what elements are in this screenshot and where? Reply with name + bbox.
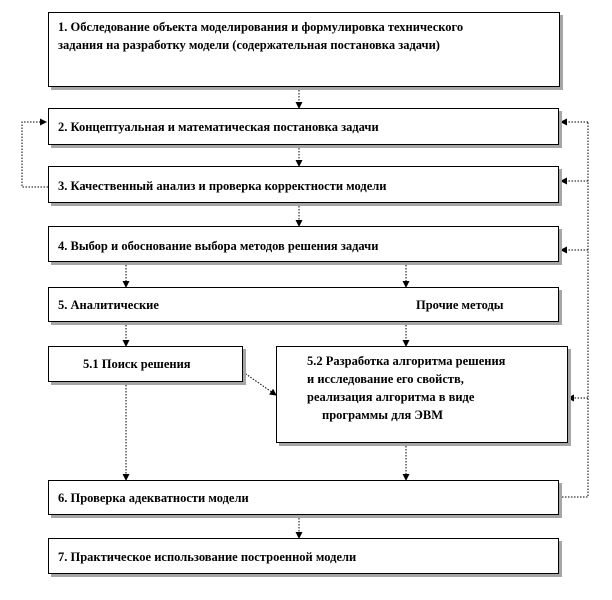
step-1-box <box>48 12 560 87</box>
step-7-box <box>48 538 559 574</box>
arrow-51-to-52 <box>243 372 276 395</box>
step-2-label: 2. Концептуальная и математическая постановка задачи <box>58 120 379 134</box>
step-5-1-label: 5.1 Поиск решения <box>83 357 191 371</box>
step-5-1-box <box>48 346 243 382</box>
step-4-label: 4. Выбор и обоснование выбора методов решения задачи <box>58 239 379 253</box>
step-7-label: 7. Практическое использование построенной модели <box>58 550 357 564</box>
step-3-box <box>48 166 559 203</box>
step-5-analytical-label: 5. Аналитические <box>58 298 159 312</box>
feedback-3-to-2 <box>22 122 48 187</box>
step-6-box <box>48 480 559 515</box>
step-6-label: 6. Проверка адекватности модели <box>58 491 249 505</box>
step-4-box <box>48 226 559 262</box>
step-3-label: 3. Качественный анализ и проверка корректности модели <box>58 179 387 193</box>
step-1-line-2: задания на разработку модели (содержательная постановка задачи) <box>58 38 440 52</box>
step-5-2-line-4: программы для ЭВМ <box>322 408 444 422</box>
step-5-other-methods-label: Прочие методы <box>416 298 504 312</box>
step-5-2-line-3: реализация алгоритма в виде <box>307 390 475 404</box>
step-2-box <box>48 108 559 145</box>
step-5-box <box>48 287 559 322</box>
step-1-line-1: 1. Обследование объекта моделирования и формулировка технического <box>58 20 464 34</box>
step-5-2-line-1: 5.2 Разработка алгоритма решения <box>307 354 506 368</box>
step-5-2-box <box>276 346 568 443</box>
step-5-2-line-2: и исследование его свойств, <box>307 372 464 386</box>
